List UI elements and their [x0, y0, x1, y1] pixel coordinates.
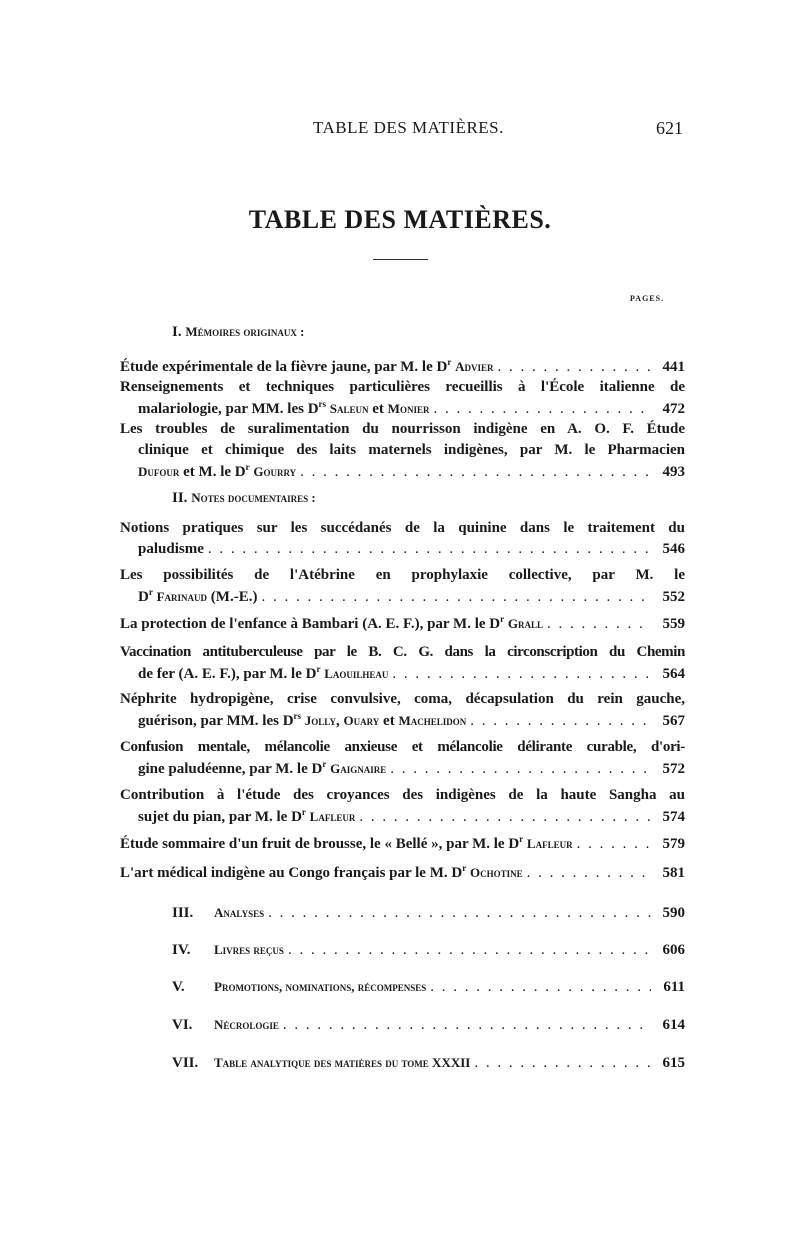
author-name: Jolly — [304, 713, 336, 728]
leader-dots — [359, 807, 651, 828]
page-number: 611 — [663, 979, 685, 995]
entry-text: guérison, par MM. les D — [138, 713, 294, 729]
page-number: 590 — [662, 905, 685, 921]
leader-dots — [300, 462, 651, 483]
entry-sup: r — [519, 834, 524, 844]
page-number: 441 — [662, 359, 685, 375]
toc-entry — [120, 356, 685, 377]
entry-text: , — [335, 713, 344, 729]
entry-sup: rs — [318, 399, 327, 409]
toc-entry — [120, 689, 685, 731]
section-number: I. — [172, 324, 182, 340]
section-entry-5 — [160, 976, 685, 997]
entry-text: malariologie, par MM. les D — [138, 401, 319, 417]
toc-entry — [120, 377, 685, 419]
entry-sup: r — [148, 587, 153, 597]
leader-dots — [283, 1015, 651, 1036]
entry-line: Les possibilités de l'Atébrine en prophylaxie collective, par M. le — [120, 567, 685, 583]
entry-text: Étude sommaire d'un fruit de brousse, le « Bellé », par M. le D — [120, 836, 520, 852]
page-number: 472 — [662, 401, 685, 417]
author-name: Saleun — [329, 401, 369, 416]
page-title: TABLE DES MATIÈRES. — [248, 205, 552, 234]
section-number: II. — [172, 490, 188, 506]
entry-line: Les troubles de suralimentation du nourrisson indigène en A. O. F. Étude — [120, 421, 685, 437]
author-name: Ouary — [343, 713, 380, 728]
entry-text: (M.-E.) — [207, 589, 258, 605]
section-entry-7 — [160, 1052, 685, 1073]
entry-sup: r — [316, 664, 321, 674]
section-entry-6 — [160, 1014, 685, 1035]
section-label: Mémoires originaux : — [185, 324, 305, 339]
section-label: Analyses — [214, 905, 265, 920]
entry-text: Étude expérimentale de la fièvre jaune, par M. le D — [120, 359, 448, 375]
section-number: IV. — [172, 942, 191, 958]
leader-dots — [470, 711, 651, 732]
toc-entry — [120, 833, 685, 854]
leader-dots — [208, 539, 651, 560]
page-number: 615 — [662, 1055, 685, 1071]
leader-dots — [547, 614, 651, 635]
page-number: 614 — [662, 1017, 685, 1033]
toc-entry — [120, 737, 685, 779]
leader-dots — [392, 664, 651, 685]
leader-dots — [527, 863, 651, 884]
author-name: Grall — [507, 616, 543, 631]
page-number: 493 — [662, 464, 685, 480]
entry-text: sujet du pian, par M. le D — [138, 809, 302, 825]
entry-text: et M. le D — [179, 464, 246, 480]
section-number: V. — [172, 979, 185, 995]
section-heading-1 — [172, 324, 304, 341]
leader-dots — [577, 834, 651, 855]
author-name: Ochotine — [469, 865, 523, 880]
entry-line: Néphrite hydropigène, crise convulsive, coma, décapsulation du rein gauche, — [120, 691, 685, 707]
entry-line: Vaccination antituberculeuse par le B. C. G. dans la circonscription du Chemin — [120, 644, 685, 660]
entry-line: Contribution à l'étude des croyances des indigènes de la haute Sangha au — [120, 787, 685, 803]
page-number: 579 — [662, 836, 685, 852]
entry-sup: r — [301, 807, 306, 817]
entry-line: Confusion mentale, mélancolie anxieuse et mélancolie délirante curable, d'ori- — [120, 739, 685, 755]
author-name: Lafleur — [526, 836, 573, 851]
leader-dots — [390, 759, 651, 780]
leader-dots — [261, 587, 651, 608]
leader-dots — [433, 399, 651, 420]
author-name: Advier — [455, 359, 494, 374]
page-number: 546 — [662, 541, 685, 557]
toc-entry — [120, 565, 685, 607]
section-number: VII. — [172, 1055, 199, 1071]
section-entry-3 — [160, 902, 685, 923]
section-number: VI. — [172, 1017, 193, 1033]
leader-dots — [288, 940, 651, 961]
section-heading-2 — [172, 490, 316, 507]
page-number: 572 — [662, 761, 685, 777]
toc-entry — [120, 862, 685, 883]
author-name: Gourry — [253, 464, 297, 479]
author-name: Farinaud — [156, 589, 208, 604]
leader-dots — [430, 977, 651, 998]
leader-dots — [497, 357, 651, 378]
page-number: 606 — [662, 942, 685, 958]
entry-text: gine paludéenne, par M. le D — [138, 761, 323, 777]
page-number: 552 — [662, 589, 685, 605]
page-number: 559 — [662, 616, 685, 632]
toc-entry — [120, 613, 685, 634]
entry-line: clinique et chimique des laits maternels indigènes, par M. le Pharmacien — [138, 442, 685, 458]
running-head-title: TABLE DES MATIÈRES. — [313, 118, 504, 137]
entry-line: Notions pratiques sur les succédanés de la quinine dans le traitement du — [120, 520, 685, 536]
entry-text: et — [368, 401, 388, 417]
page-number: 574 — [662, 809, 685, 825]
entry-sup: r — [322, 759, 327, 769]
author-name: Machelidon — [398, 713, 467, 728]
running-head — [0, 118, 800, 142]
section-number: III. — [172, 905, 194, 921]
toc-entry — [120, 518, 685, 560]
section-label: Nécrologie — [214, 1017, 279, 1032]
section-label: Livres reçus — [214, 942, 284, 957]
toc-entry — [120, 785, 685, 827]
entry-sup: r — [245, 462, 250, 472]
entry-sup: r — [462, 863, 467, 873]
leader-dots — [474, 1053, 651, 1074]
author-name: Laouilheau — [324, 666, 389, 681]
entry-text: paludisme — [138, 541, 204, 557]
page-number: 564 — [662, 666, 685, 682]
section-entry-4 — [160, 939, 685, 960]
entry-text: de fer (A. E. F.), par M. le D — [138, 666, 317, 682]
entry-text: L'art médical indigène au Congo français par le M. D — [120, 865, 463, 881]
title-rule — [373, 259, 428, 260]
author-name: Gaignaire — [330, 761, 387, 776]
entry-sup: rs — [293, 711, 302, 721]
author-name: Lafleur — [309, 809, 356, 824]
entry-line: Renseignements et techniques particulières recueillis à l'École italienne de — [120, 379, 685, 395]
entry-sup: r — [447, 357, 452, 367]
leader-dots — [268, 903, 651, 924]
toc-entry — [120, 642, 685, 684]
entry-text: La protection de l'enfance à Bambari (A. E. F.), par M. le D — [120, 616, 501, 632]
toc-entry — [120, 419, 685, 482]
pages-column-label: PAGES. — [630, 294, 665, 303]
section-label: Promotions, nominations, récompenses — [214, 979, 427, 994]
author-name: Dufour — [138, 464, 180, 479]
entry-text: D — [138, 589, 149, 605]
page-number: 567 — [662, 713, 685, 729]
section-label: Table analytique des matières du tome XXXII — [214, 1055, 471, 1070]
author-name: Monier — [387, 401, 430, 416]
entry-text: et — [379, 713, 399, 729]
entry-sup: r — [500, 614, 505, 624]
running-head-page-number: 621 — [656, 118, 683, 138]
page-number: 581 — [662, 865, 685, 881]
section-label: Notes documentaires : — [191, 490, 316, 505]
